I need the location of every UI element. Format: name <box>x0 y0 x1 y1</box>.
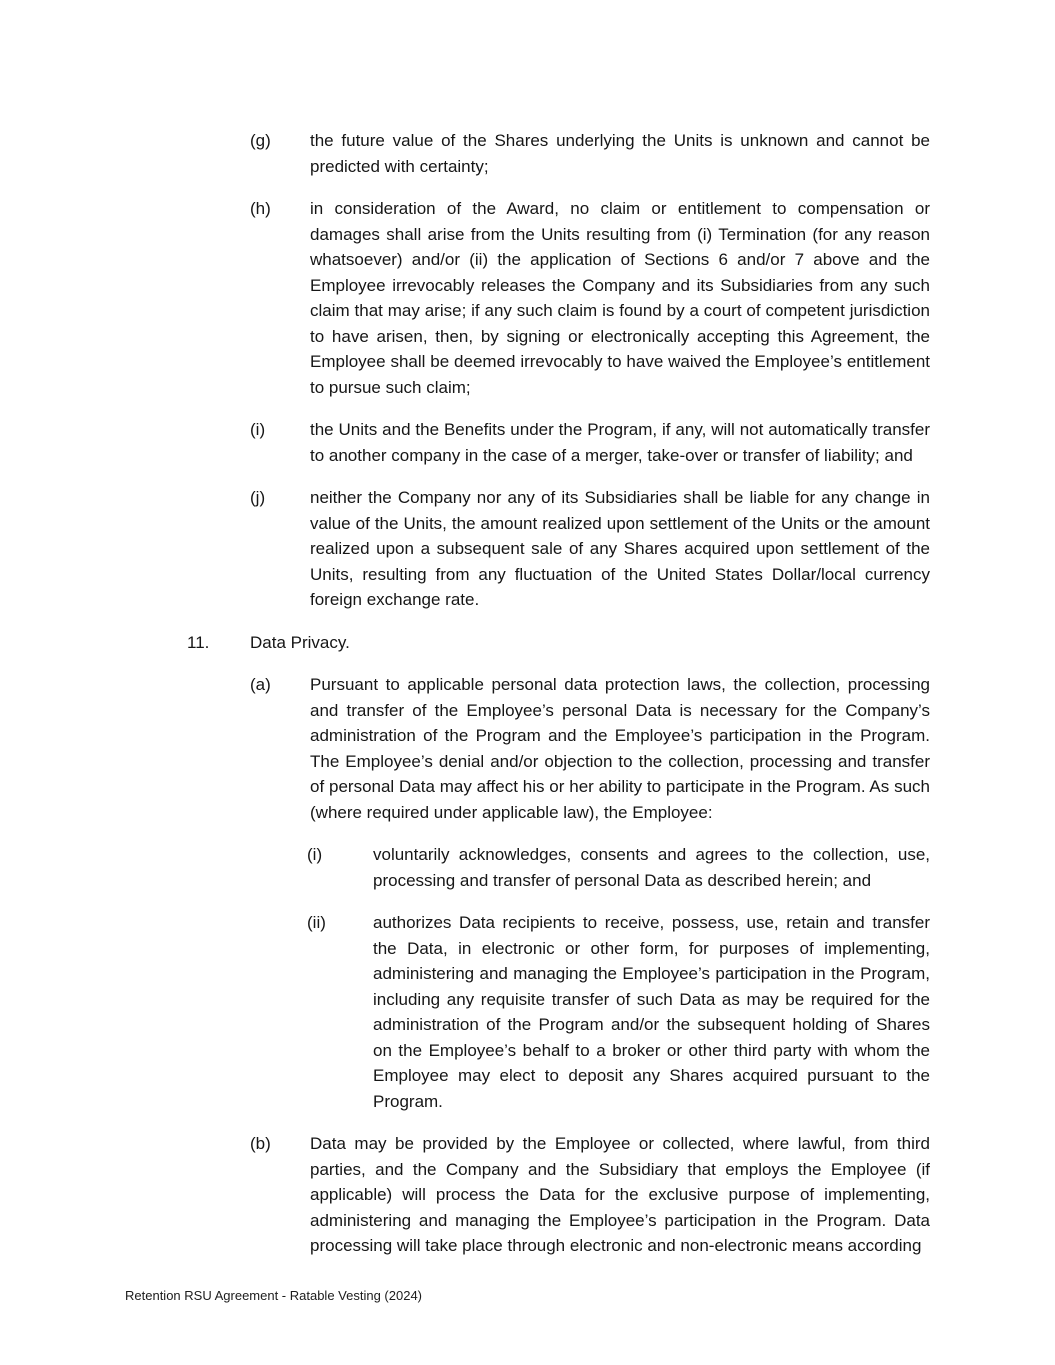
clause-a <box>0 672 1055 825</box>
subclause-ii <box>0 910 1055 1114</box>
subclause-marker: (i) <box>307 845 323 864</box>
subclause-marker: (ii) <box>307 913 326 932</box>
clause-j <box>0 485 1055 613</box>
clause-g <box>0 128 1055 179</box>
clause-marker: (h) <box>250 199 271 218</box>
clause-marker: (b) <box>250 1134 271 1153</box>
clause-text: the Units and the Benefits under the Program, if any, will not automatically transfer to another company in the case of a merger, take-over or transfer of liability; and <box>310 420 930 465</box>
clause-b <box>0 1131 1055 1259</box>
page-footer: Retention RSU Agreement - Ratable Vesting (2024) <box>125 1288 423 1303</box>
section-title: Data Privacy. <box>250 632 350 652</box>
clause-marker: (j) <box>250 488 266 507</box>
clause-text: in consideration of the Award, no claim or entitlement to compensation or damages shall arise from the Units resulting from (i) Termination (for any reason whatsoever) and/or (ii) the application of Sections 6 and/or 7 above and the Employee irrevocably releases the Company and its Subsidiaries from any such claim that may arise; if any such claim is found by a court of competent jurisdiction to have arisen, then, by signing or electronically accepting this Agreement, the Employee shall be deemed irrevocably to have waived the Employee’s entitlement to pursue such claim; <box>310 199 930 397</box>
clause-marker: (i) <box>250 420 266 439</box>
section-number: 11. <box>187 632 210 652</box>
section-11-heading <box>0 630 1055 656</box>
subclause-i <box>0 842 1055 893</box>
clause-text: neither the Company nor any of its Subsidiaries shall be liable for any change in value of the Units, the amount realized upon settlement of the Units or the amount realized upon a subsequent sale of any Shares acquired upon settlement of the Units, resulting from any fluctuation of the United States Dollar/local currency foreign exchange rate. <box>310 488 930 609</box>
document-body <box>0 128 1055 1276</box>
subclause-text: voluntarily acknowledges, consents and agrees to the collection, use, processing and transfer of personal Data as described herein; and <box>373 845 930 890</box>
clause-marker: (a) <box>250 675 271 694</box>
clause-i <box>0 417 1055 468</box>
subclause-text: authorizes Data recipients to receive, possess, use, retain and transfer the Data, in electronic or other form, for purposes of implementing, administering and managing the Employee’s participation in the Program, including any requisite transfer of such Data as may be required for the administration of the Program and/or the subsequent holding of Shares on the Employee’s behalf to a broker or other third party with whom the Employee may elect to deposit any Shares acquired pursuant to the Program. <box>373 913 930 1111</box>
clause-marker: (g) <box>250 131 271 150</box>
clause-h <box>0 196 1055 400</box>
clause-text: Pursuant to applicable personal data protection laws, the collection, processing and transfer of the Employee’s personal Data is necessary for the Company’s administration of the Program and the Employee’s participation in the Program. The Employee’s denial and/or objection to the collection, processing and transfer of personal Data may affect his or her ability to participate in the Program. As such (where required under applicable law), the Employee: <box>310 675 930 822</box>
clause-text: the future value of the Shares underlying the Units is unknown and cannot be predicted with certainty; <box>310 131 930 176</box>
clause-text: Data may be provided by the Employee or collected, where lawful, from third parties, and the Company and the Subsidiary that employs the Employee (if applicable) will process the Data for the exclusive purpose of implementing, administering and managing the Employee’s participation in the Program. Data processing will take place through electronic and non-electronic means according <box>310 1134 930 1255</box>
